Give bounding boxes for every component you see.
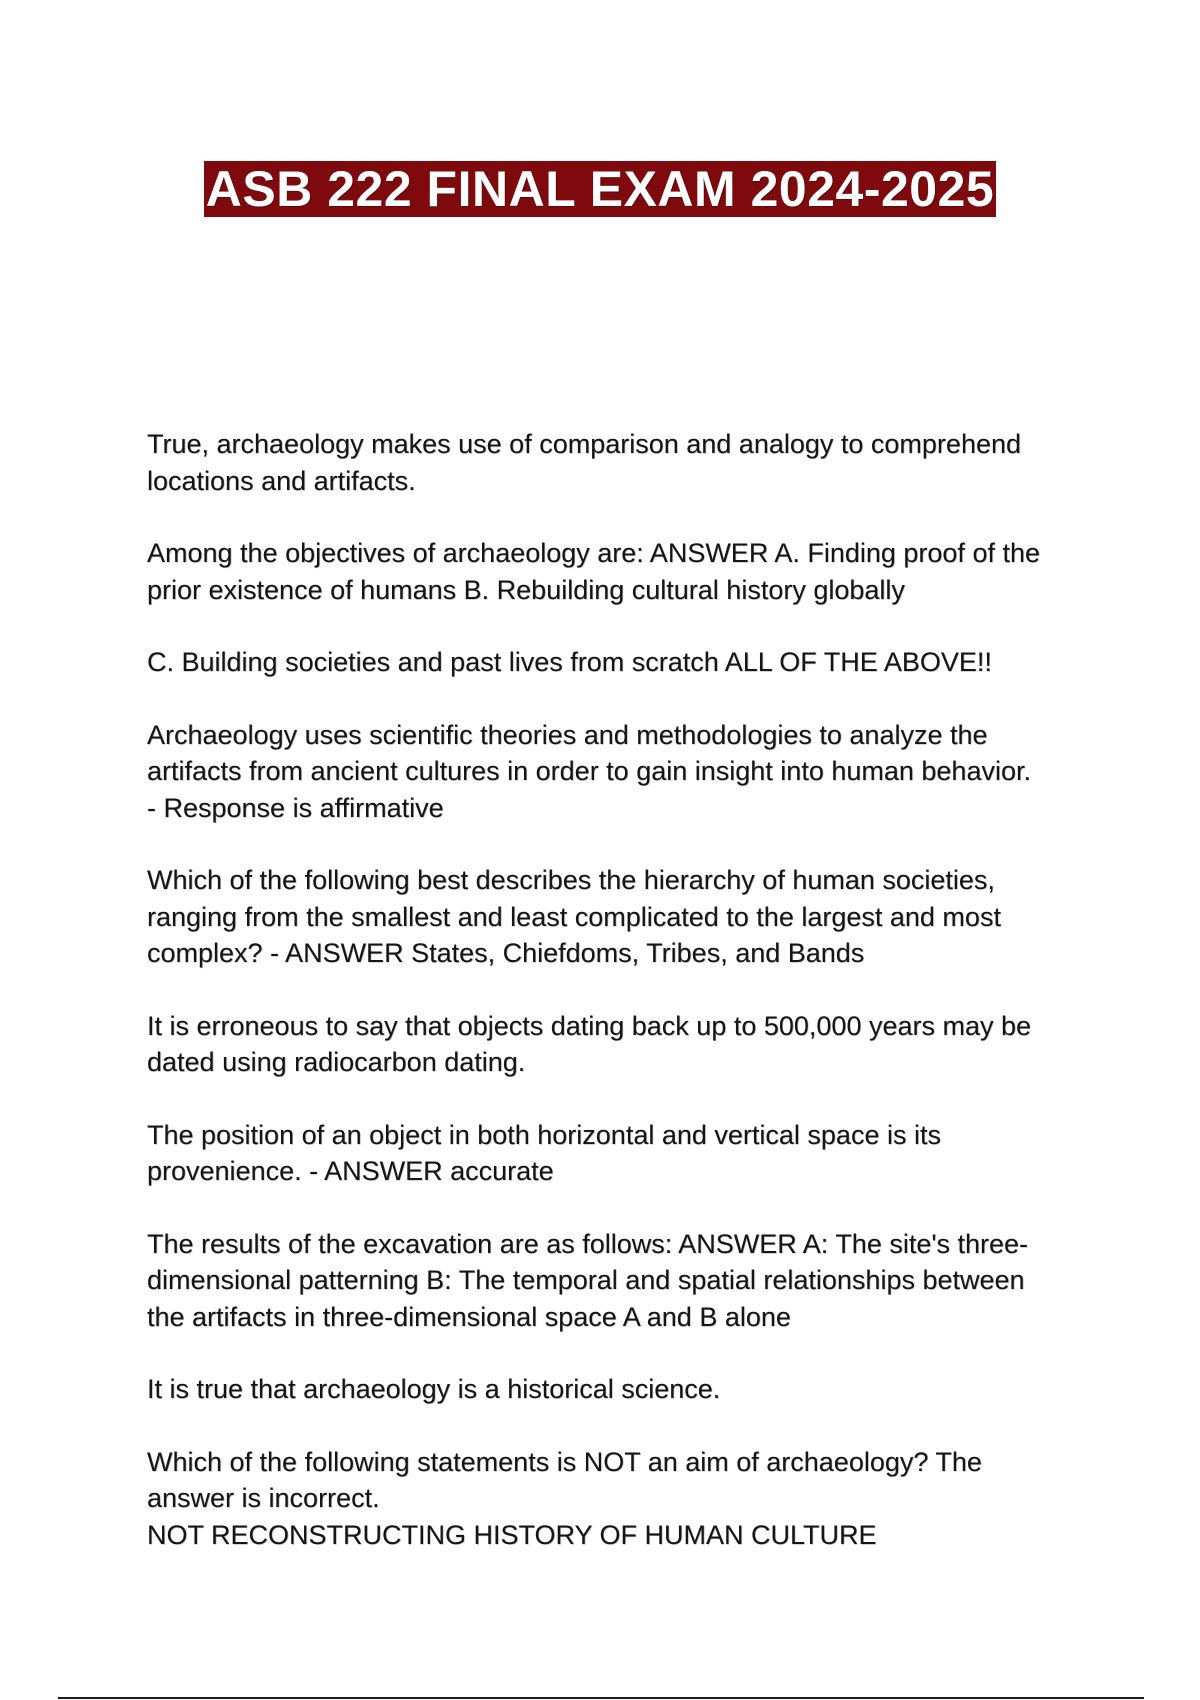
- paragraph-3: C. Building societies and past lives from scratch ALL OF THE ABOVE!!: [147, 647, 992, 677]
- document-body: [147, 426, 1047, 1553]
- bottom-divider: [58, 1697, 1144, 1699]
- paragraph-11: NOT RECONSTRUCTING HISTORY OF HUMAN CULTURE: [147, 1519, 877, 1550]
- paragraph-5: Which of the following best describes the hierarchy of human societies, ranging from the smallest and least complicated to the largest and most complex? - ANSWER States, Chiefdoms, Tribes, and Bands: [147, 865, 1001, 968]
- document-title: ASB 222 FINAL EXAM 2024-2025: [205, 161, 995, 217]
- paragraph-9: It is true that archaeology is a historical science.: [147, 1374, 721, 1404]
- paragraph-1: True, archaeology makes use of comparison and analogy to comprehend locations and artifacts.: [147, 429, 1022, 496]
- document-title-block: [150, 146, 1050, 245]
- paragraph-2: Among the objectives of archaeology are: ANSWER A. Finding proof of the prior existence of humans B. Rebuilding cultural history globally: [147, 538, 1040, 605]
- paragraph-10: Which of the following statements is NOT an aim of archaeology? The answer is incorrect.: [147, 1446, 982, 1513]
- paragraph-7: The position of an object in both horizontal and vertical space is its provenience. - ANSWER accurate: [147, 1119, 941, 1186]
- paragraph-6: It is erroneous to say that objects dating back up to 500,000 years may be dated using radiocarbon dating.: [147, 1010, 1032, 1077]
- paragraph-8: The results of the excavation are as follows: ANSWER A: The site's three-dimensional patterning B: The temporal and spatial relationships between the artifacts in three-dimensional space A and B alone: [147, 1228, 1029, 1332]
- paragraph-4: Archaeology uses scientific theories and methodologies to analyze the artifacts from ancient cultures in order to gain insight into human behavior. - Response is affirmative: [147, 719, 1031, 823]
